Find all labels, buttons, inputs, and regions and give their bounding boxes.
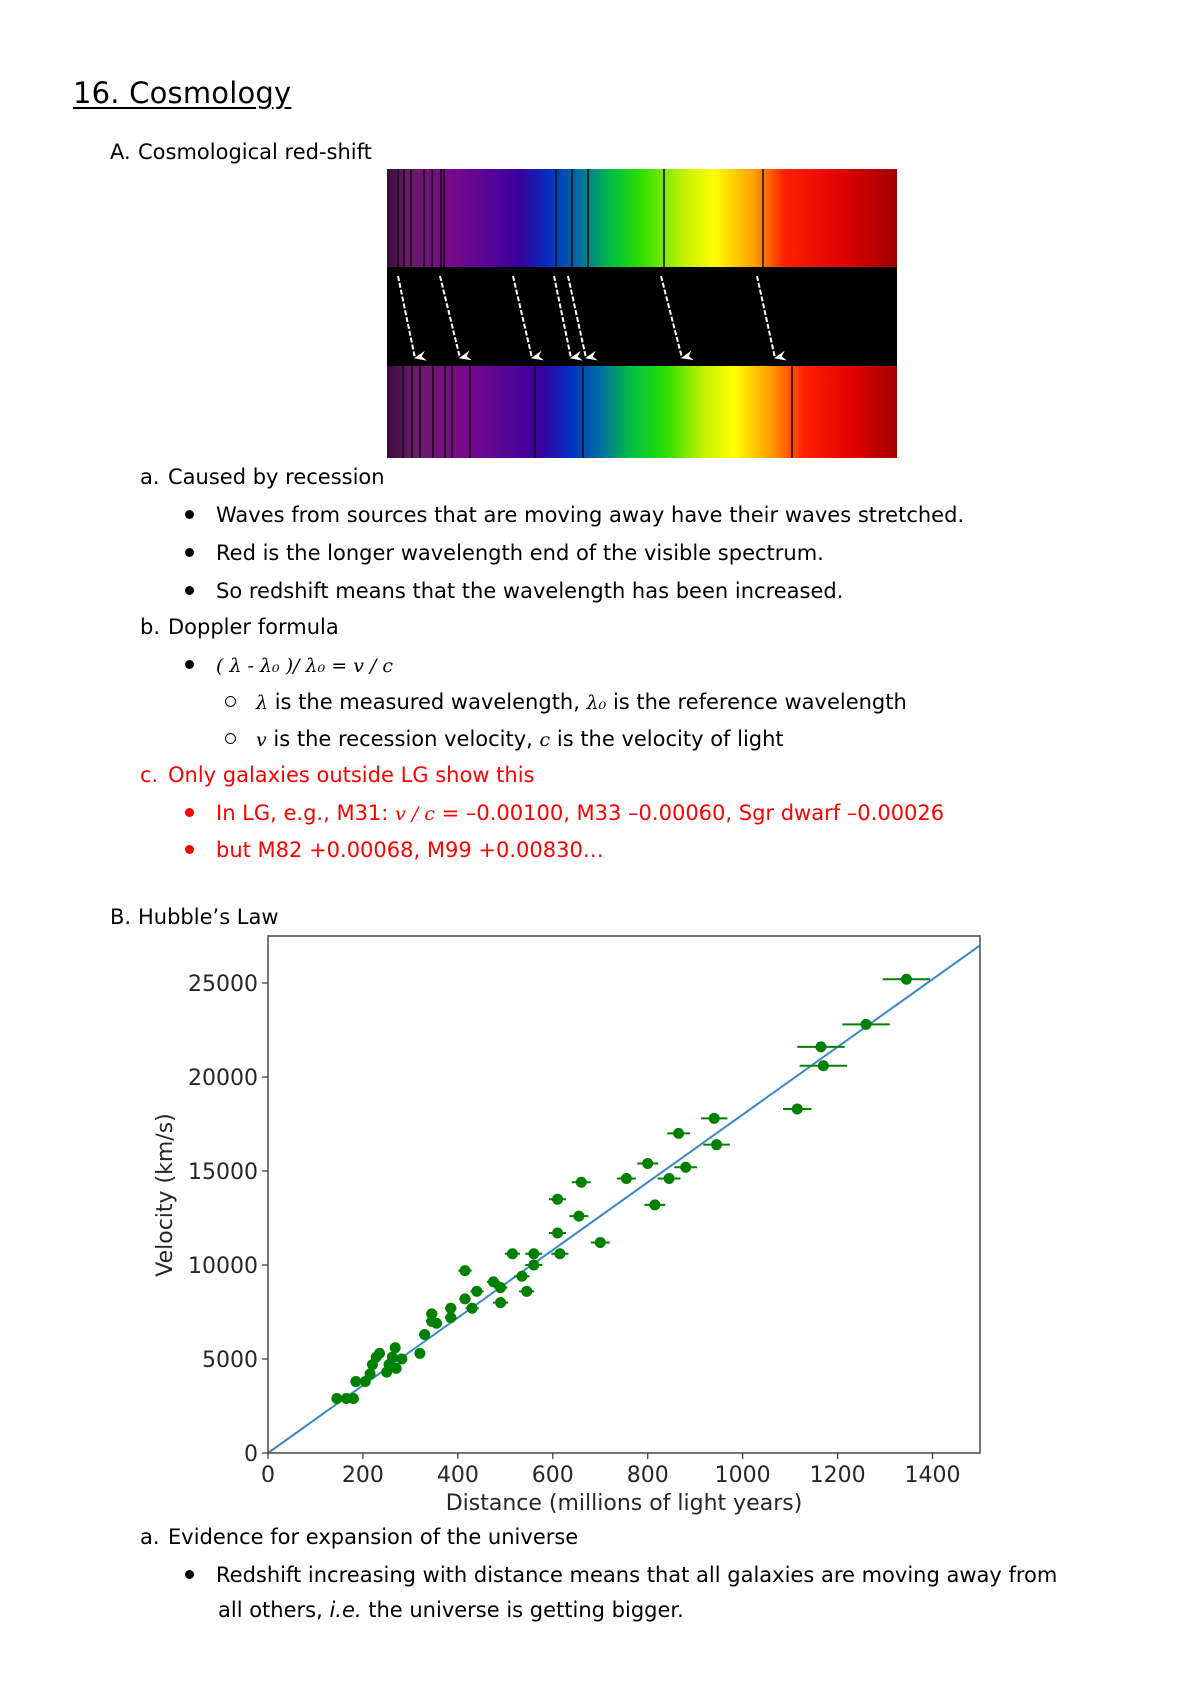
text: = –0.00100, M33 –0.00060, Sgr dwarf –0.00026 [434,801,945,825]
data-point [426,1308,437,1319]
x-tick-label: 600 [531,1463,574,1488]
text: is the recession velocity, [266,727,540,751]
x-tick-label: 800 [626,1463,669,1488]
text: is the velocity of light [550,727,784,751]
text: the universe is getting bigger. [361,1598,684,1622]
data-point [507,1248,518,1259]
bullet-icon [185,548,194,557]
bullet-icon [185,660,194,669]
y-tick-label: 5000 [202,1348,258,1373]
y-tick-label: 25000 [188,972,258,997]
bullet-text: but M82 +0.00068, M99 +0.00830… [216,838,604,862]
reference-spectrum [387,169,897,267]
redshifted-spectrum [387,366,897,458]
arrow-band [387,267,897,366]
data-point [552,1228,563,1239]
bullet-icon [185,1570,194,1579]
data-point [459,1265,470,1276]
symbol: c [539,729,551,751]
item-b-a-expansion-evidence [140,1525,578,1549]
bullet-formula [185,653,393,677]
data-point [350,1376,361,1387]
x-tick-label: 0 [261,1463,275,1488]
data-point [348,1393,359,1404]
data-point [673,1128,684,1139]
bullet-redshift-increased [185,579,843,603]
section-b-label: B. [110,905,132,929]
symbol: λ [256,692,269,714]
fit-line [268,945,980,1453]
item-marker: b. [140,615,161,639]
data-point [664,1173,675,1184]
data-point [495,1297,506,1308]
data-point [445,1312,456,1323]
x-tick-label: 1000 [714,1463,771,1488]
circle-bullet-icon [225,696,236,707]
bullet-icon [185,510,194,519]
y-axis-label: Velocity (km/s) [153,1113,178,1277]
data-point [396,1354,407,1365]
bullet-redshift-distance-cont [218,1598,684,1622]
bullet-icon [185,845,194,854]
y-tick-label: 20000 [188,1066,258,1091]
data-point [792,1103,803,1114]
data-point [390,1342,401,1353]
data-point [414,1348,425,1359]
doppler-formula: ( λ - λ₀ )/ λ₀ = v / c [216,655,394,677]
data-point [711,1139,722,1150]
data-point [554,1248,565,1259]
data-point [528,1248,539,1259]
data-point [861,1019,872,1030]
bullet-text: So redshift means that the wavelength has been increased. [216,579,844,603]
data-point [374,1348,385,1359]
subbullet-lambda-definition [225,690,907,714]
bullet-text: Waves from sources that are moving away have their waves stretched. [216,503,965,527]
x-tick-label: 1400 [904,1463,961,1488]
data-point [459,1293,470,1304]
data-point [387,1352,398,1363]
bullet-lg-examples [185,801,944,825]
x-axis-label: Distance (millions of light years) [445,1491,803,1516]
bullet-icon [185,586,194,595]
section-a-heading [110,140,372,164]
symbol: v [256,729,267,751]
y-axis-ticks [188,972,268,1467]
item-marker: c. [140,763,159,787]
data-point [391,1363,402,1374]
data-point [528,1260,539,1271]
bullet-redshift-distance [185,1563,1057,1587]
page-title: 16. Cosmology [73,76,292,110]
data-point [445,1303,456,1314]
item-marker: a. [140,1525,160,1549]
item-b-doppler-formula [140,615,339,639]
section-a-title: Cosmological red-shift [138,140,372,164]
hubble-law-chart [140,925,1000,1525]
bullet-icon [185,808,194,817]
bullet-waves-stretched [185,503,964,527]
data-point [495,1282,506,1293]
data-point [573,1211,584,1222]
circle-bullet-icon [225,733,236,744]
item-text: Doppler formula [168,615,339,639]
text: is the reference wavelength [606,690,907,714]
data-point [642,1158,653,1169]
data-point [331,1393,342,1404]
redshift-spectrum-figure [387,169,897,458]
x-tick-label: 1200 [809,1463,866,1488]
data-point [901,974,912,985]
data-point [365,1369,376,1380]
symbol: λ₀ [586,692,607,714]
x-tick-label: 200 [341,1463,384,1488]
data-point [576,1177,587,1188]
math: v / c [395,803,435,825]
data-point [471,1286,482,1297]
item-c-only-outside-lg [140,763,535,787]
bullet-m82-m99 [185,838,604,862]
data-point [815,1041,826,1052]
data-point [818,1060,829,1071]
item-text: Evidence for expansion of the universe [168,1525,579,1549]
text: all others, [218,1598,330,1622]
bullet-text: Redshift increasing with distance means that all galaxies are moving away from [216,1563,1058,1587]
y-tick-label: 0 [244,1442,258,1467]
item-text: Only galaxies outside LG show this [168,763,535,787]
item-a-caused-by-recession [140,465,385,489]
data-point [649,1199,660,1210]
y-tick-label: 10000 [188,1254,258,1279]
data-point [621,1173,632,1184]
item-marker: a. [140,465,160,489]
x-tick-label: 400 [436,1463,479,1488]
x-axis-ticks [261,1453,961,1488]
bullet-red-longer-wavelength [185,541,824,565]
data-point [419,1329,430,1340]
section-b-title: Hubble’s Law [138,905,279,929]
emphasis: i.e. [329,1598,362,1622]
data-point [552,1194,563,1205]
data-point [595,1237,606,1248]
item-text: Caused by recession [168,465,385,489]
subbullet-v-definition [225,727,784,751]
y-tick-label: 15000 [188,1160,258,1185]
text: is the measured wavelength, [268,690,587,714]
text: In LG, e.g., M31: [216,801,396,825]
data-point [467,1303,478,1314]
data-point [521,1286,532,1297]
data-points [331,974,930,1404]
section-a-label: A. [110,140,131,164]
data-point [680,1162,691,1173]
data-point [431,1318,442,1329]
data-point [516,1271,527,1282]
data-point [709,1113,720,1124]
bullet-text: Red is the longer wavelength end of the visible spectrum. [216,541,824,565]
